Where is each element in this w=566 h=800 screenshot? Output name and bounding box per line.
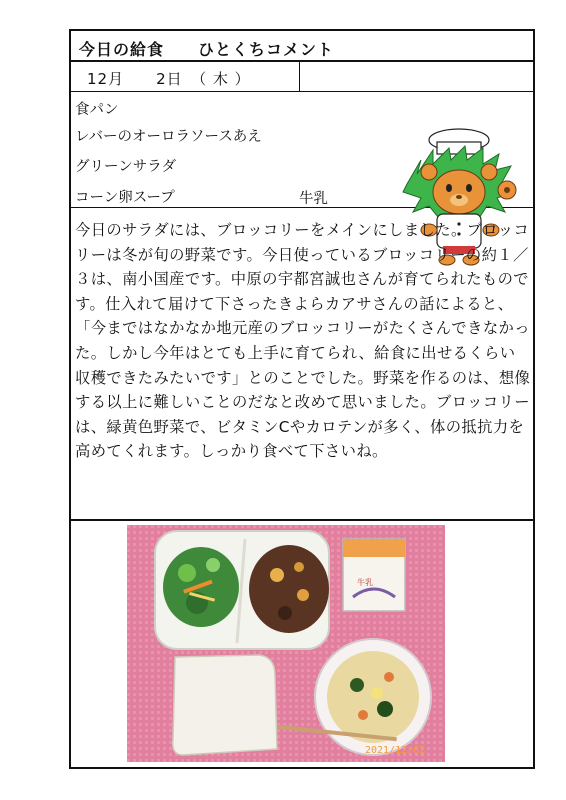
- photo-timestamp: 2021/12/02: [365, 745, 426, 756]
- lunch-comment-sheet: [69, 29, 535, 769]
- photo-section: [71, 521, 533, 767]
- page-title: 今日の給食 ひとくちコメント: [79, 40, 335, 59]
- date-divider: [299, 62, 300, 91]
- menu-item-salad: グリーンサラダ: [75, 159, 177, 175]
- menu-item-soup: コーン卵スープ: [75, 190, 175, 206]
- comment-section: [71, 208, 533, 521]
- lunch-photo: [127, 525, 445, 762]
- date-row: [71, 62, 533, 92]
- comment-text: 今日のサラダには、ブロッコリーをメインにしました。ブロッコリーは冬が旬の野菜です。今日使っているブロッコリーの約１／３は、南小国産です。中原の宇都宮誠也さんが育てられたものです。仕入れて届けて下さったきよらカアサさんの話によると、「今まではなかなか地元産のブロッコリーがたくさんできなかった。しかし今年はとても上手に育てられ、給食に出せるくらい収穫できたみたいです」とのことでした。野菜を作るのは、想像する以上に難しいことのだなと改めて思いました。ブロッコリーは、緑黄色野菜で、ビタミンCやカロテンが多く、体の抵抗力を高めてくれます。しっかり食べて下さいね。: [75, 221, 531, 461]
- title-row: [71, 31, 533, 62]
- menu-item-liver: レバーのオーロラソースあえ: [75, 129, 262, 145]
- milk-carton-label: 牛乳: [357, 578, 373, 587]
- menu-item-bread: [75, 98, 119, 119]
- menu-item-bread-text: 食パン: [75, 102, 119, 118]
- menu-item-milk: 牛乳: [299, 191, 328, 207]
- menu-section: [71, 92, 533, 208]
- date-label: 12月 2日 （ 木 ）: [87, 70, 251, 88]
